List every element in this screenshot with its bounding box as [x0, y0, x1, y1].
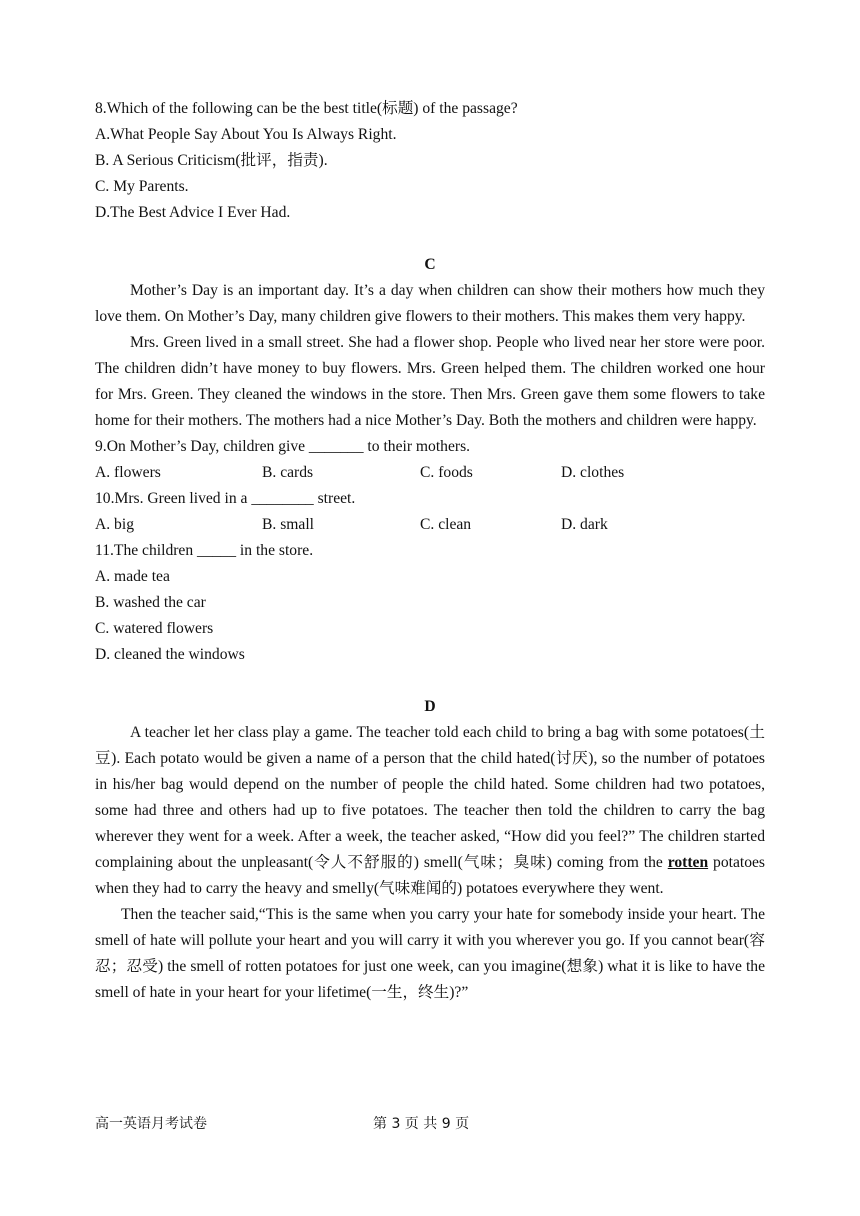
question-8-option-a: A.What People Say About You Is Always Right. [95, 126, 397, 143]
question-9-option-a: A. flowers [95, 464, 161, 481]
page-footer [95, 1112, 765, 1136]
question-8-option-d: D.The Best Advice I Ever Had. [95, 204, 291, 221]
question-9-option-b: B. cards [262, 464, 314, 481]
footer-page-number: 第 3 页 共 9 页 [373, 1116, 470, 1132]
question-10-stem: 10.Mrs. Green lived in a ________ street. [95, 490, 356, 507]
section-d-paragraph-2: Then the teacher said,“This is the same when you carry your hate for somebody inside your heart. The smell of hate will pollute your heart and you will carry it with you wherever you go. If you cannot bear(容忍；忍受) the smell of rotten potatoes for just one week, can you imagine(想象) what it is like to have the smell of hate in your heart for your lifetime(一生，终生)?” [95, 906, 765, 1001]
question-9-option-d: D. clothes [561, 464, 625, 481]
question-9-stem: 9.On Mother’s Day, children give _______ to their mothers. [95, 438, 471, 455]
question-9-options [95, 460, 765, 486]
section-c-heading: C [424, 256, 436, 273]
question-10-option-d: D. dark [561, 516, 608, 533]
question-10-option-c: C. clean [420, 516, 472, 533]
question-8-option-b: B. A Serious Criticism(批评，指责). [95, 152, 328, 169]
footer-exam-title: 高一英语月考试卷 [95, 1116, 207, 1132]
section-d-paragraph-1 [95, 720, 765, 902]
question-8-option-c: C. My Parents. [95, 178, 189, 195]
spacer [95, 226, 765, 252]
question-10-options [95, 512, 765, 538]
question-11-option-b: B. washed the car [95, 594, 206, 611]
question-8-stem: 8.Which of the following can be the best title(标题) of the passage? [95, 100, 518, 117]
question-10-option-a: A. big [95, 516, 134, 533]
question-8 [95, 96, 765, 226]
spacer [95, 668, 765, 694]
question-9 [95, 434, 765, 486]
question-11-option-c: C. watered flowers [95, 620, 214, 637]
section-d-paragraph-1-text: A teacher let her class play a game. The teacher told each child to bring a bag with some potatoes(土豆). Each potato would be given a name of a person that the child hated(讨厌), so the number of potatoes in his/her bag would depend on the number of people the child hated. Some children had two potatoes, some had three and others had up to five potatoes. The teacher then told the children to carry the bag wherever they went for a week. After a week, the teacher asked, “How did you feel?” The children started complaining about the unpleasant(令人不舒服的) smell(气味；臭味) coming from the [95, 724, 765, 871]
underlined-word-rotten: rotten [667, 854, 709, 871]
section-c-paragraph-1: Mother’s Day is an important day. It’s a day when children can show their mothers how much they love them. On Mother’s Day, many children give flowers to their mothers. This makes them very happy. [95, 282, 765, 325]
question-11-option-a: A. made tea [95, 568, 170, 585]
question-10 [95, 486, 765, 538]
question-10-option-b: B. small [262, 516, 314, 533]
question-11-option-d: D. cleaned the windows [95, 646, 245, 663]
exam-page [95, 96, 765, 1006]
question-11 [95, 538, 765, 668]
question-9-option-c: C. foods [420, 464, 473, 481]
section-d-paragraph-1-rest: potatoes when they had to carry the heavy and smelly(气味难闻的) potatoes everywhere they went. [95, 854, 765, 897]
section-c-paragraph-2: Mrs. Green lived in a small street. She had a flower shop. People who lived near her store were poor. The children didn’t have money to buy flowers. Mrs. Green helped them. The children worked one hour for Mrs. Green. They cleaned the windows in the store. Then Mrs. Green gave them some flowers to take home for their mothers. The mothers had a nice Mother’s Day. Both the mothers and children were happy. [95, 334, 765, 429]
section-d-heading: D [424, 698, 436, 715]
question-11-stem: 11.The children _____ in the store. [95, 542, 314, 559]
